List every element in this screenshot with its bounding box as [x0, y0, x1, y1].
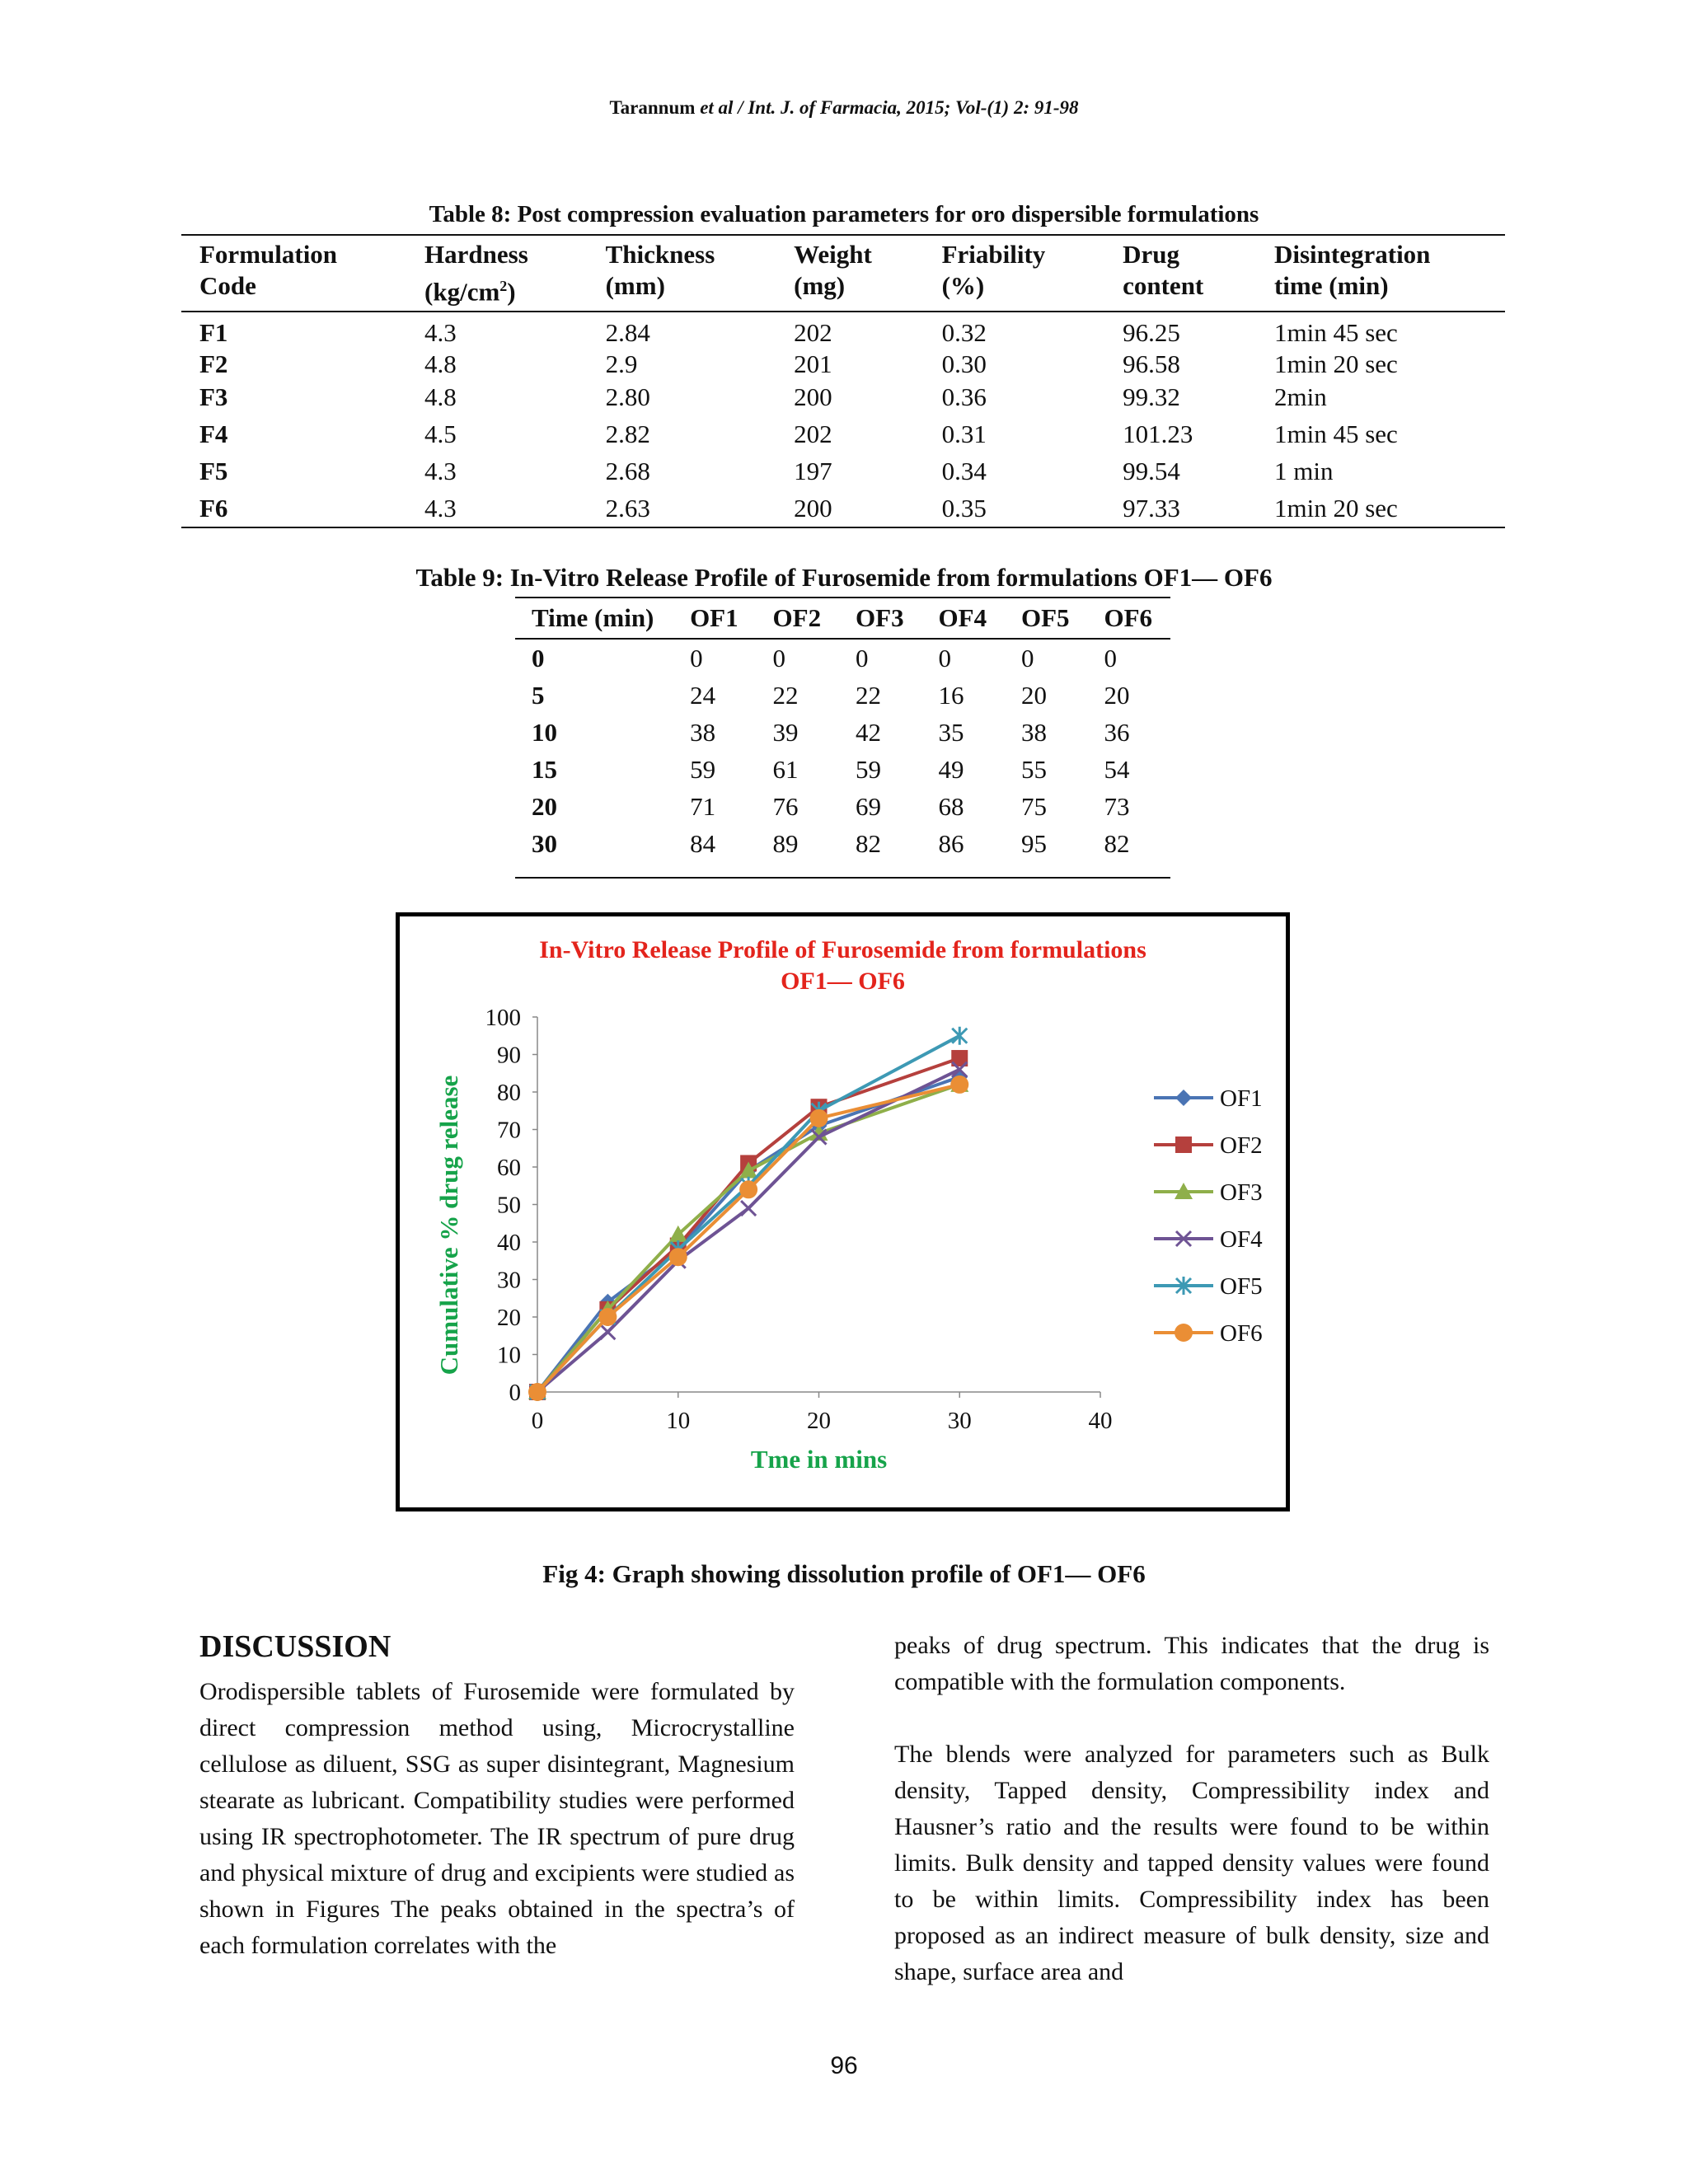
table-cell: 68 — [938, 791, 964, 821]
table-cell: 0 — [772, 643, 786, 673]
table-cell: F2 — [199, 349, 228, 379]
series-line-of3 — [537, 1085, 959, 1392]
table-cell: 2.63 — [605, 494, 650, 523]
discussion-right-column — [894, 1628, 1489, 1990]
y-tick-label: 20 — [497, 1305, 521, 1331]
data-point-of6 — [950, 1076, 968, 1094]
table-cell: 49 — [938, 754, 964, 784]
table-cell: 24 — [690, 680, 716, 710]
y-tick-label: 80 — [497, 1080, 521, 1106]
table-cell: 0.35 — [941, 494, 987, 523]
table-cell: 99.32 — [1123, 382, 1180, 412]
table-cell: 61 — [772, 754, 799, 784]
y-tick-label: 100 — [485, 1005, 521, 1031]
discussion-paragraph: peaks of drug spectrum. This indicates that the drug is compatible with the formulation components. — [894, 1632, 1489, 1695]
table-cell: 1min 20 sec — [1273, 349, 1398, 379]
x-tick-label: 20 — [807, 1408, 831, 1434]
table-cell: 20 — [532, 791, 557, 821]
table-cell: 96.25 — [1123, 318, 1180, 348]
data-point-of6 — [669, 1248, 687, 1266]
table-cell: 73 — [1104, 791, 1130, 821]
table-cell: 99.54 — [1123, 457, 1180, 486]
discussion-heading: DISCUSSION — [199, 1629, 392, 1664]
table-cell: F3 — [199, 382, 228, 412]
table8-header-hardness: Hardness $(kg/cm^2)$ — [424, 240, 528, 307]
running-head-author: Tarannum — [609, 97, 696, 118]
table-cell: 42 — [856, 717, 882, 747]
legend-marker-of1 — [1175, 1090, 1192, 1106]
table-cell: 86 — [938, 828, 964, 858]
y-tick-label: 10 — [497, 1342, 521, 1369]
table-row — [515, 751, 1170, 788]
table-cell: 4.3 — [424, 494, 457, 523]
table8-header-weight: Weight (mg) — [794, 240, 872, 300]
table-cell: F6 — [199, 494, 228, 523]
table-cell: 16 — [938, 680, 964, 710]
table-cell: 0.31 — [941, 419, 987, 449]
table-row — [181, 490, 1505, 527]
table-row — [515, 714, 1170, 751]
table-cell: 54 — [1104, 754, 1130, 784]
data-point-of5 — [952, 1027, 967, 1045]
table-row — [181, 378, 1505, 415]
y-tick-label: 0 — [509, 1380, 521, 1406]
table-cell: 1min 20 sec — [1273, 494, 1398, 523]
chart-title-line: In-Vitro Release Profile of Furosemide from formulations — [539, 936, 1146, 963]
legend-label-of4: OF4 — [1220, 1226, 1263, 1253]
discussion-left-column — [199, 1674, 795, 1964]
release-profile-chart — [400, 916, 1286, 1507]
table-cell: 22 — [856, 680, 882, 710]
x-tick-label: 30 — [947, 1408, 972, 1434]
table9-caption: Table 9: In-Vitro Release Profile of Furosemide from formulations OF1— OF6 — [415, 563, 1273, 592]
table-cell: 0.34 — [941, 457, 987, 486]
table-cell: 0.36 — [941, 382, 987, 412]
table-cell: 2.68 — [605, 457, 650, 486]
data-point-of6 — [739, 1180, 757, 1198]
page-number: 96 — [830, 2052, 858, 2079]
table-row — [181, 312, 1505, 350]
table-row — [515, 639, 1170, 677]
table-cell: 59 — [690, 754, 716, 784]
table-cell: 1min 45 sec — [1273, 419, 1398, 449]
figure-caption: Fig 4: Graph showing dissolution profile of OF1— OF6 — [542, 1559, 1146, 1588]
x-tick-label: 0 — [531, 1408, 544, 1434]
table9-header-cell: OF6 — [1104, 603, 1153, 632]
table-cell: 36 — [1104, 717, 1130, 747]
y-tick-label: 90 — [497, 1042, 521, 1069]
y-tick-label: 60 — [497, 1155, 521, 1181]
running-head-journal: / Int. J. of Farmacia, 2015; Vol-(1) 2: 91-98 — [738, 97, 1079, 118]
table-cell: 4.5 — [424, 419, 457, 449]
table9-header-cell: OF4 — [938, 603, 987, 632]
x-tick-label: 10 — [666, 1408, 691, 1434]
table8-header-friability: Friability (%) — [941, 240, 1046, 300]
table-cell: 75 — [1021, 791, 1047, 821]
table9-header-cell: Time (min) — [532, 603, 654, 632]
y-tick-label: 40 — [497, 1230, 521, 1256]
table-cell: 200 — [794, 382, 832, 412]
table-cell: F1 — [199, 318, 228, 348]
table8-header-thickness: Thickness (mm) — [605, 240, 715, 300]
table-cell: F4 — [199, 419, 228, 449]
table8-caption: Table 8: Post compression evaluation parameters for oro dispersible formulations — [429, 201, 1259, 227]
table-cell: 2.9 — [605, 349, 638, 379]
table-cell: 59 — [856, 754, 882, 784]
table-cell: 97.33 — [1123, 494, 1180, 523]
table-cell: 76 — [772, 791, 799, 821]
table-cell: 10 — [532, 717, 557, 747]
table-cell: 2.84 — [605, 318, 650, 348]
table-row — [181, 452, 1505, 490]
table-row — [515, 825, 1170, 878]
table-cell: 55 — [1021, 754, 1047, 784]
table-cell: 1min 45 sec — [1273, 318, 1398, 348]
table-cell: 0 — [938, 643, 952, 673]
table-cell: 0 — [1021, 643, 1034, 673]
y-tick-label: 50 — [497, 1192, 521, 1219]
series-line-of4 — [537, 1070, 959, 1392]
legend-label-of5: OF5 — [1220, 1273, 1263, 1300]
table-row — [181, 350, 1505, 378]
table9-header-cell: OF3 — [856, 603, 904, 632]
data-point-of4 — [600, 1324, 615, 1339]
legend-marker-of2 — [1175, 1137, 1192, 1153]
series-line-of6 — [537, 1085, 959, 1392]
table-cell: 2.80 — [605, 382, 650, 412]
table9 — [515, 597, 1170, 879]
table-cell: 82 — [856, 828, 882, 858]
table-cell: 4.3 — [424, 318, 457, 348]
table-cell: 35 — [938, 717, 964, 747]
y-axis-label: Cumulative % drug release — [434, 1075, 463, 1376]
table-cell: 39 — [772, 717, 799, 747]
table9-header-cell: OF1 — [690, 603, 738, 632]
series-line-of2 — [537, 1058, 959, 1392]
table-cell: 95 — [1021, 828, 1047, 858]
y-tick-label: 70 — [497, 1117, 521, 1144]
table8-header-row — [181, 235, 1505, 312]
data-point-of4 — [741, 1201, 756, 1216]
table-cell: 2.82 — [605, 419, 650, 449]
table-row — [181, 415, 1505, 452]
table9-header-cell: OF5 — [1021, 603, 1070, 632]
data-point-of6 — [528, 1383, 546, 1401]
data-point-of6 — [598, 1308, 617, 1326]
table9-header-cell: OF2 — [772, 603, 822, 632]
running-head — [0, 97, 1688, 119]
table-cell: 202 — [794, 419, 832, 449]
table-cell: 1 min — [1273, 457, 1334, 486]
table-cell: 82 — [1104, 828, 1130, 858]
table-cell: 197 — [794, 457, 832, 486]
series-line-of1 — [537, 1077, 959, 1392]
table-cell: 4.3 — [424, 457, 457, 486]
table-cell: 84 — [690, 828, 716, 858]
table-cell: 101.23 — [1123, 419, 1193, 449]
y-tick-label: 30 — [497, 1267, 521, 1294]
table-cell: 96.58 — [1123, 349, 1180, 379]
table-row — [515, 677, 1170, 714]
table-cell: 20 — [1021, 680, 1047, 710]
table-cell: 15 — [532, 754, 557, 784]
legend-marker-of6 — [1175, 1324, 1193, 1342]
table9-header-row — [515, 598, 1170, 639]
discussion-paragraph: Orodispersible tablets of Furosemide were formulated by direct compression method using, Microcrystalline cellulose as diluent, SSG as super disintegrant, Magnesium stearate as lubricant. Compatibility studies were performed using IR spectrophotometer. The IR spectrum of pure drug and physical mixture of drug and excipients were studied as shown in Figures The peaks obtained in the spectra’s of each formulation correlates with the — [199, 1678, 795, 1959]
table-cell: F5 — [199, 457, 228, 486]
table-cell: 4.8 — [424, 349, 457, 379]
x-tick-label: 40 — [1088, 1408, 1113, 1434]
data-point-of6 — [810, 1109, 828, 1127]
running-head-etal: et al — [700, 97, 734, 118]
table-row — [515, 788, 1170, 825]
chart-title-line: OF1— OF6 — [781, 968, 905, 995]
table-cell: 200 — [794, 494, 832, 523]
table-cell: 4.8 — [424, 382, 457, 412]
legend-label-of1: OF1 — [1220, 1085, 1263, 1112]
table-cell: 0.32 — [941, 318, 987, 348]
legend-label-of3: OF3 — [1220, 1179, 1263, 1206]
table-cell: 30 — [532, 828, 557, 858]
table8-header-drug-content: Drug content — [1123, 240, 1204, 300]
table-cell: 0.30 — [941, 349, 987, 379]
table-cell: 5 — [532, 680, 545, 710]
table-cell: 201 — [794, 349, 832, 379]
table-cell: 2min — [1273, 382, 1327, 412]
table-cell: 20 — [1104, 680, 1130, 710]
table8 — [181, 234, 1505, 528]
table8-header-disintegration: Disintegration time (min) — [1273, 240, 1431, 300]
table-cell: 0 — [856, 643, 869, 673]
table-cell: 38 — [690, 717, 716, 747]
table-cell: 22 — [772, 680, 799, 710]
table-cell: 202 — [794, 318, 832, 348]
x-axis-label: Tme in mins — [750, 1445, 888, 1474]
legend-label-of2: OF2 — [1220, 1132, 1263, 1159]
legend-label-of6: OF6 — [1220, 1320, 1263, 1347]
table-cell: 0 — [1104, 643, 1117, 673]
table-cell: 38 — [1021, 717, 1047, 747]
figure-frame — [396, 912, 1290, 1511]
table-cell: 0 — [532, 643, 545, 673]
table-cell: 89 — [772, 828, 799, 858]
table8-header-code: Formulation Code — [199, 240, 338, 300]
table-cell: 0 — [690, 643, 703, 673]
discussion-paragraph: The blends were analyzed for parameters such as Bulk density, Tapped density, Compressibility index and Hausner’s ratio and the results were found to be within limits. Bulk density and tapped density values were found to be within limits. Compressibility index has been proposed as an indirect measure of bulk density, size and shape, surface area and — [894, 1741, 1489, 1985]
table-cell: 69 — [856, 791, 882, 821]
table-cell: 71 — [690, 791, 716, 821]
